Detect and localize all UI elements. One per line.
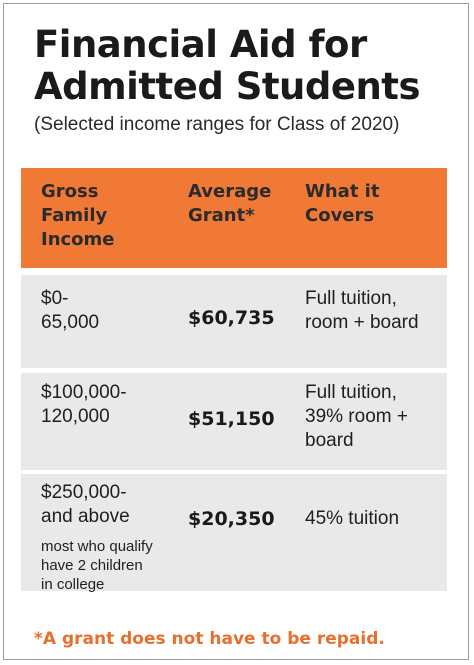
header-grant-line: Grant*	[188, 205, 255, 226]
row-income	[41, 287, 99, 335]
header-covers-line: Covers	[305, 205, 375, 226]
row-covers	[305, 287, 445, 335]
note-line: have 2 children	[41, 557, 143, 574]
covers-line: board	[305, 430, 354, 451]
header-income-line: Family	[41, 205, 108, 226]
income-note	[41, 537, 153, 594]
table-row	[21, 474, 447, 591]
covers-line: Full tuition,	[305, 382, 397, 403]
covers-line: Full tuition,	[305, 288, 397, 309]
row-income	[41, 481, 153, 594]
subtitle: (Selected income ranges for Class of 2020)	[34, 114, 400, 135]
covers-line: room + board	[305, 312, 419, 333]
covers-line: 45% tuition	[305, 508, 400, 529]
row-covers	[305, 507, 445, 531]
income-line: 120,000	[41, 406, 110, 427]
header-income-line: Gross	[41, 181, 99, 202]
title-line-2: Admitted Students	[34, 65, 420, 108]
note-line: most who qualify	[41, 538, 153, 555]
title-line-1: Financial Aid for	[34, 23, 367, 66]
header-covers	[305, 180, 379, 228]
income-line: and above	[41, 506, 130, 527]
covers-line: 39% room +	[305, 406, 408, 427]
income-line: $0-	[41, 288, 69, 309]
header-grant-line: Average	[188, 181, 272, 202]
page-title	[34, 24, 454, 108]
table-row	[21, 275, 447, 368]
income-line: 65,000	[41, 312, 100, 333]
income-line: $100,000-	[41, 382, 127, 403]
row-grant: $60,735	[188, 307, 275, 329]
table-row	[21, 373, 447, 470]
table-header	[21, 168, 447, 268]
row-income	[41, 381, 127, 429]
header-income-line: Income	[41, 229, 115, 250]
note-line: in college	[41, 576, 105, 593]
header-income	[41, 180, 115, 252]
income-line: $250,000-	[41, 482, 127, 503]
header-grant	[188, 180, 271, 228]
row-grant: $20,350	[188, 508, 275, 530]
header-covers-line: What it	[305, 181, 380, 202]
row-covers	[305, 381, 445, 453]
footnote: *A grant does not have to be repaid.	[34, 629, 385, 649]
row-grant: $51,150	[188, 408, 275, 430]
